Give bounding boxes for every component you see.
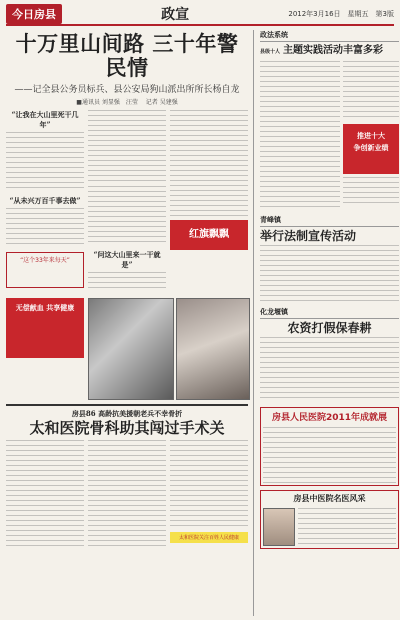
body-text-block xyxy=(298,508,396,544)
sidebar3-title: “问这大山里来一干就是” xyxy=(93,250,161,269)
newspaper-logo: 今日房县 xyxy=(6,4,62,24)
section-label-qingfeng: 青峰镇 xyxy=(260,215,399,227)
section-title: 政宣 xyxy=(161,7,190,23)
banner-line-1: 推进十大 xyxy=(357,132,385,140)
lead-byline: ■通讯员 刘显强 汪莹 记者 吴建强 xyxy=(76,99,178,106)
banner-line-2: 争创新业绩 xyxy=(353,144,389,152)
story1-kicker: 县级十人 xyxy=(260,48,281,55)
quote-box: “这个33年来每天” xyxy=(6,252,84,288)
body-text-block xyxy=(260,245,399,303)
bottom-headline: 太和医院骨科助其闯过手术关 xyxy=(29,419,225,437)
body-text-block xyxy=(6,208,84,248)
doctor-portrait xyxy=(263,508,295,546)
hospital-ad-strip: 太和医院关注百姓人民健康 xyxy=(170,532,248,543)
story1-headline: 主题实践活动丰富多彩 xyxy=(283,45,384,56)
body-text-block xyxy=(260,61,340,211)
body-text-block xyxy=(88,440,166,550)
body-text-block xyxy=(170,110,248,216)
story2-headline: 举行法制宣传活动 xyxy=(260,229,357,243)
left-column xyxy=(6,30,254,616)
body-text-block xyxy=(343,177,399,207)
province-banner xyxy=(343,124,399,174)
ad2-title: 房县中医院名医风采 xyxy=(293,494,366,503)
body-text-block xyxy=(260,337,399,401)
bottom-kicker: 房县86 高龄抗美援朝老兵不幸骨折 xyxy=(71,409,183,418)
lead-subhead: ——记全县公务员标兵、县公安局狗山派出所所长杨自龙 xyxy=(14,85,240,95)
couple-photo xyxy=(176,298,250,400)
body-text-block xyxy=(6,440,84,550)
left-notice: 无偿献血 共享健康 xyxy=(6,298,84,358)
red-slogan-graphic: 红旗飘飘 xyxy=(170,220,248,250)
ad1-title: 房县人民医院2011年成就展 xyxy=(271,413,388,423)
hospital-ad-1 xyxy=(260,407,399,486)
sidebar2-title: “从未兴万百千事去做” xyxy=(9,196,81,205)
body-text-block xyxy=(343,61,399,121)
body-text-block xyxy=(88,186,166,246)
body-text-block xyxy=(6,132,84,192)
section-label-politics: 政法系统 xyxy=(260,30,399,42)
body-text-block xyxy=(263,427,396,483)
police-photo xyxy=(88,298,174,400)
story3-headline: 农资打假保春耕 xyxy=(287,321,372,335)
masthead xyxy=(6,4,394,26)
right-column xyxy=(260,30,399,616)
body-text-block xyxy=(170,440,248,528)
body-text-block xyxy=(88,110,166,182)
hospital-ad-2 xyxy=(260,490,399,549)
body-text-block xyxy=(88,272,166,292)
sidebar-title: “让我在大山里死干几年” xyxy=(11,110,79,129)
section-label-hualong: 化龙堰镇 xyxy=(260,307,399,319)
dateline: 2012年3月16日 星期五 第3版 xyxy=(288,10,394,18)
lead-headline: 十万里山间路 三十年警民情 xyxy=(15,32,239,80)
